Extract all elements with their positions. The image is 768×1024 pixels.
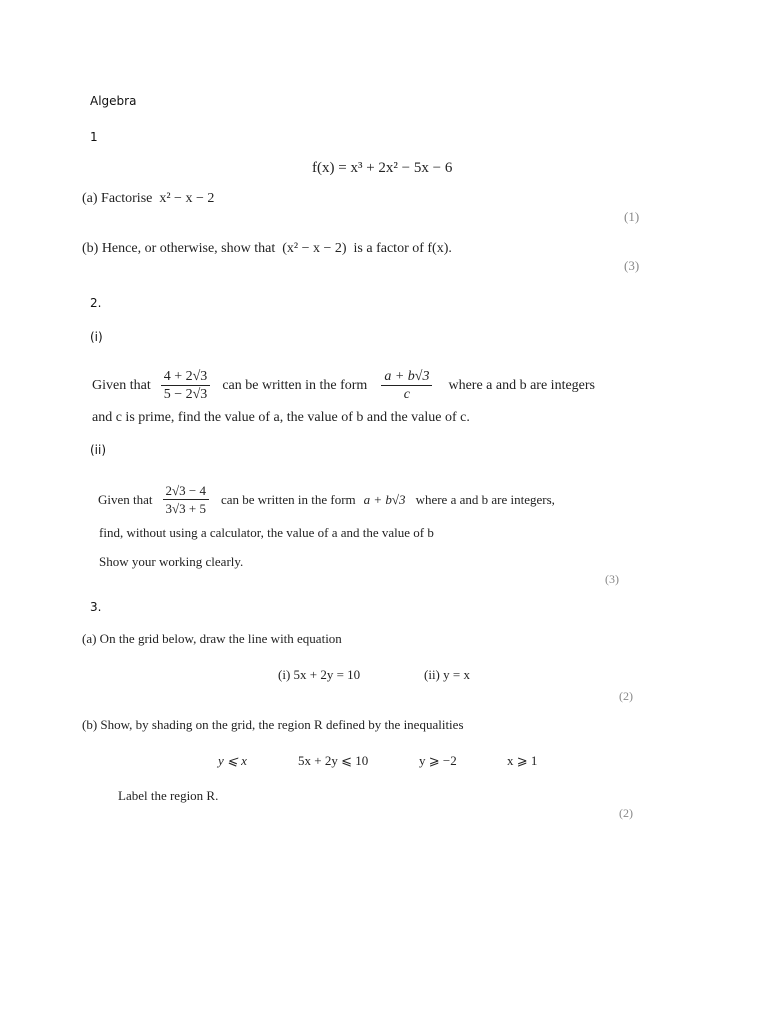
- page-title: Algebra: [90, 94, 137, 108]
- q2-i-denominator: 5 − 2√3: [163, 387, 208, 402]
- q3-equation-i: (i) 5x + 2y = 10: [278, 667, 361, 682]
- q2-ii-numerator: 2√3 − 4: [163, 482, 209, 500]
- question-2-number: 2.: [90, 296, 102, 310]
- q2-ii-mid: can be written in the form: [220, 491, 356, 507]
- q2-ii-marks: (3): [605, 572, 619, 586]
- question-3-number: 3.: [90, 600, 102, 614]
- q3-part-a-marks: (2): [619, 689, 633, 703]
- q3-inequality-2: 5x + 2y ⩽ 10: [298, 753, 369, 768]
- q2-ii-given: Given that: [98, 491, 153, 507]
- q2-subpart-ii-label: (ii): [90, 443, 107, 457]
- q2-i-numerator: 4 + 2√3: [161, 368, 211, 386]
- question-1-number: 1: [90, 130, 98, 144]
- q3-inequality-1: y ⩽ x: [218, 753, 247, 768]
- q2-i-statement: [92, 368, 595, 403]
- q2-i-given: Given that: [92, 377, 151, 393]
- q3-equation-ii: (ii) y = x: [424, 667, 470, 682]
- q2-ii-form: a + b√3: [363, 491, 406, 507]
- q2-i-mid: can be written in the form: [222, 377, 368, 393]
- q1-part-b-marks: (3): [624, 258, 640, 273]
- q3-inequality-3: y ⩾ −2: [419, 753, 457, 768]
- q1-part-b-label: (b) Hence, or otherwise, show that: [82, 241, 276, 256]
- q2-ii-line-2: find, without using a calculator, the value of a and the value of b: [99, 525, 434, 540]
- q2-ii-tail: where a and b are integers,: [415, 491, 555, 507]
- q1-part-a-label: (a) Factorise: [82, 191, 153, 206]
- q1-part-a-marks: (1): [624, 209, 640, 224]
- q3-part-b: (b) Show, by shading on the grid, the region R defined by the inequalities: [82, 717, 464, 732]
- q2-i-form-fraction: [381, 368, 432, 403]
- q3-inequality-4: x ⩾ 1: [507, 753, 538, 768]
- q2-ii-line-3: Show your working clearly.: [99, 554, 244, 569]
- q2-i-tail: where a and b are integers: [448, 377, 596, 393]
- q2-i-form-denominator: c: [403, 387, 410, 402]
- q1-part-b-tail: is a factor of f(x).: [353, 241, 452, 256]
- q3-part-a: (a) On the grid below, draw the line with equation: [82, 631, 342, 646]
- q1-function-definition: f(x) = x³ + 2x² − 5x − 6: [312, 160, 453, 176]
- q3-part-b-marks: (2): [619, 806, 633, 820]
- q2-ii-statement: [98, 482, 555, 517]
- q2-i-form-numerator: a + b√3: [381, 368, 432, 386]
- q2-subpart-i-label: (i): [90, 330, 103, 344]
- q2-i-line-2: and c is prime, find the value of a, the value of b and the value of c.: [92, 410, 470, 425]
- q3-label-region: Label the region R.: [118, 788, 219, 803]
- q1-part-b-expression: (x² − x − 2): [282, 241, 347, 256]
- q2-i-fraction: [161, 368, 211, 403]
- q2-ii-denominator: 3√3 + 5: [165, 501, 206, 516]
- q2-ii-fraction: [163, 482, 209, 517]
- q1-part-b: [82, 241, 452, 257]
- q1-part-a-expression: x² − x − 2: [159, 191, 215, 206]
- q1-part-a: [82, 191, 214, 207]
